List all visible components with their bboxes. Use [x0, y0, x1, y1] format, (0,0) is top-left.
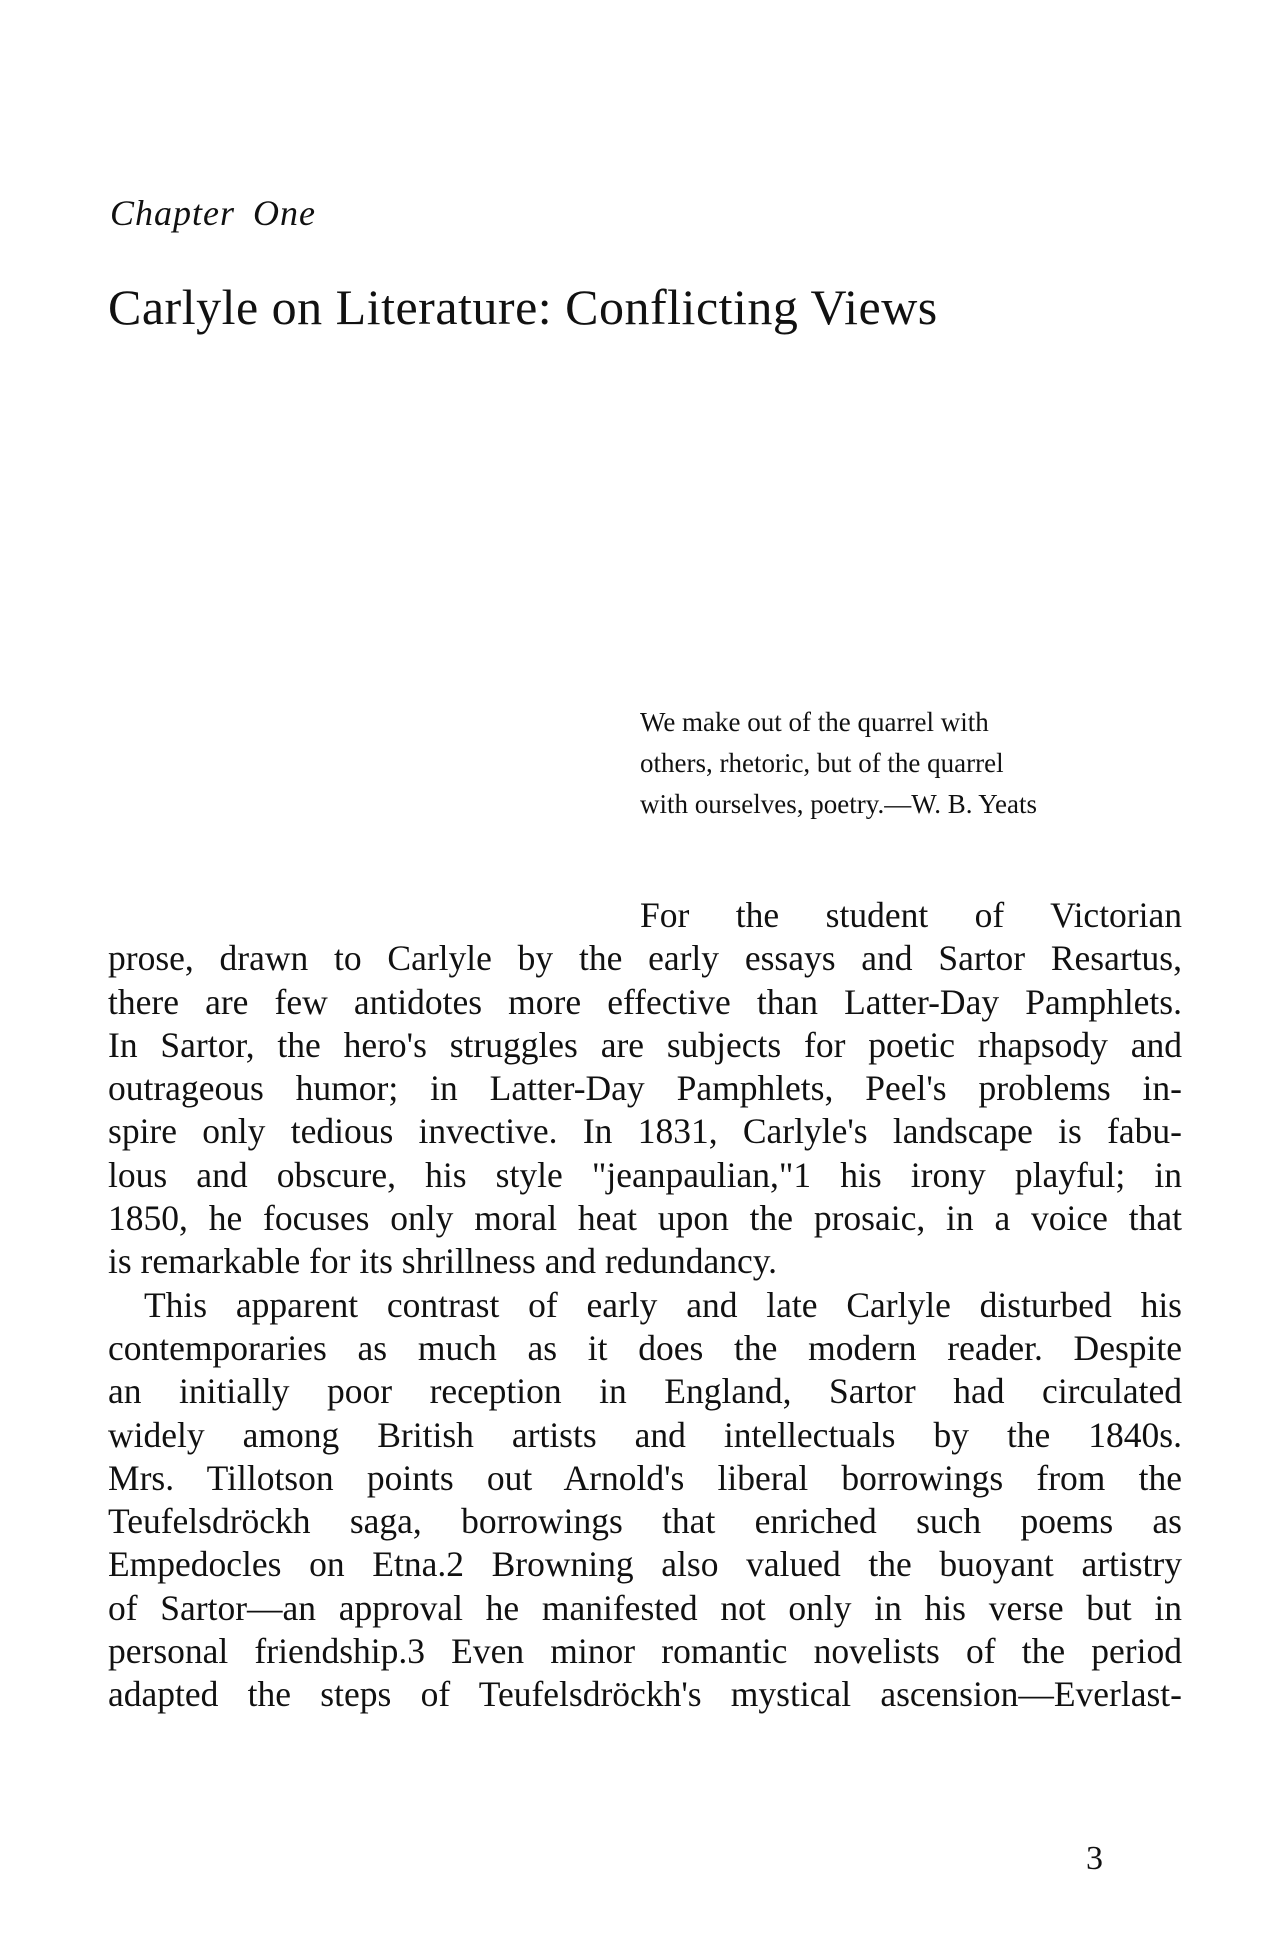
body-line: widely among British artists and intellectuals by the 1840s. — [108, 1414, 1182, 1455]
body-line: there are few antidotes more effective than Latter-Day Pamphlets. — [108, 981, 1182, 1022]
body-text — [108, 894, 1182, 1717]
chapter-label: Chapter One — [110, 193, 316, 233]
chapter-title: Carlyle on Literature: Conflicting Views — [108, 279, 938, 335]
body-line: spire only tedious invective. In 1831, Carlyle's landscape is fabu- — [108, 1111, 1182, 1152]
body-line: contemporaries as much as it does the modern reader. Despite — [108, 1327, 1182, 1368]
body-line: In Sartor, the hero's struggles are subjects for poetic rhapsody and — [108, 1024, 1182, 1065]
body-line: Empedocles on Etna.2 Browning also valued the buoyant artistry — [108, 1544, 1182, 1585]
body-line: 1850, he focuses only moral heat upon the prosaic, in a voice that — [108, 1198, 1182, 1239]
body-line: Teufelsdröckh saga, borrowings that enriched such poems as — [108, 1501, 1182, 1542]
body-line: prose, drawn to Carlyle by the early essays and Sartor Resartus, — [108, 938, 1182, 979]
body-line: of Sartor—an approval he manifested not only in his verse but in — [108, 1587, 1182, 1628]
epigraph-line: others, rhetoric, but of the quarrel — [640, 748, 1004, 778]
epigraph-line: We make out of the quarrel with — [640, 707, 989, 737]
page-number: 3 — [1086, 1840, 1103, 1877]
body-line: lous and obscure, his style "jeanpaulian,"1 his irony playful; in — [108, 1154, 1182, 1195]
body-line: personal friendship.3 Even minor romantic novelists of the period — [108, 1631, 1182, 1672]
body-line: For the student of Victorian — [640, 895, 1182, 935]
body-line: adapted the steps of Teufelsdröckh's mystical ascension—Everlast- — [108, 1674, 1182, 1715]
epigraph-line: with ourselves, poetry.—W. B. Yeats — [640, 789, 1037, 819]
body-line: outrageous humor; in Latter-Day Pamphlets, Peel's problems in- — [108, 1068, 1182, 1109]
epigraph — [640, 702, 1180, 825]
body-line: This apparent contrast of early and late Carlyle disturbed his — [144, 1284, 1182, 1325]
body-line: is remarkable for its shrillness and redundancy. — [108, 1241, 778, 1282]
body-line: an initially poor reception in England, Sartor had circulated — [108, 1371, 1182, 1412]
body-line: Mrs. Tillotson points out Arnold's liberal borrowings from the — [108, 1457, 1182, 1498]
